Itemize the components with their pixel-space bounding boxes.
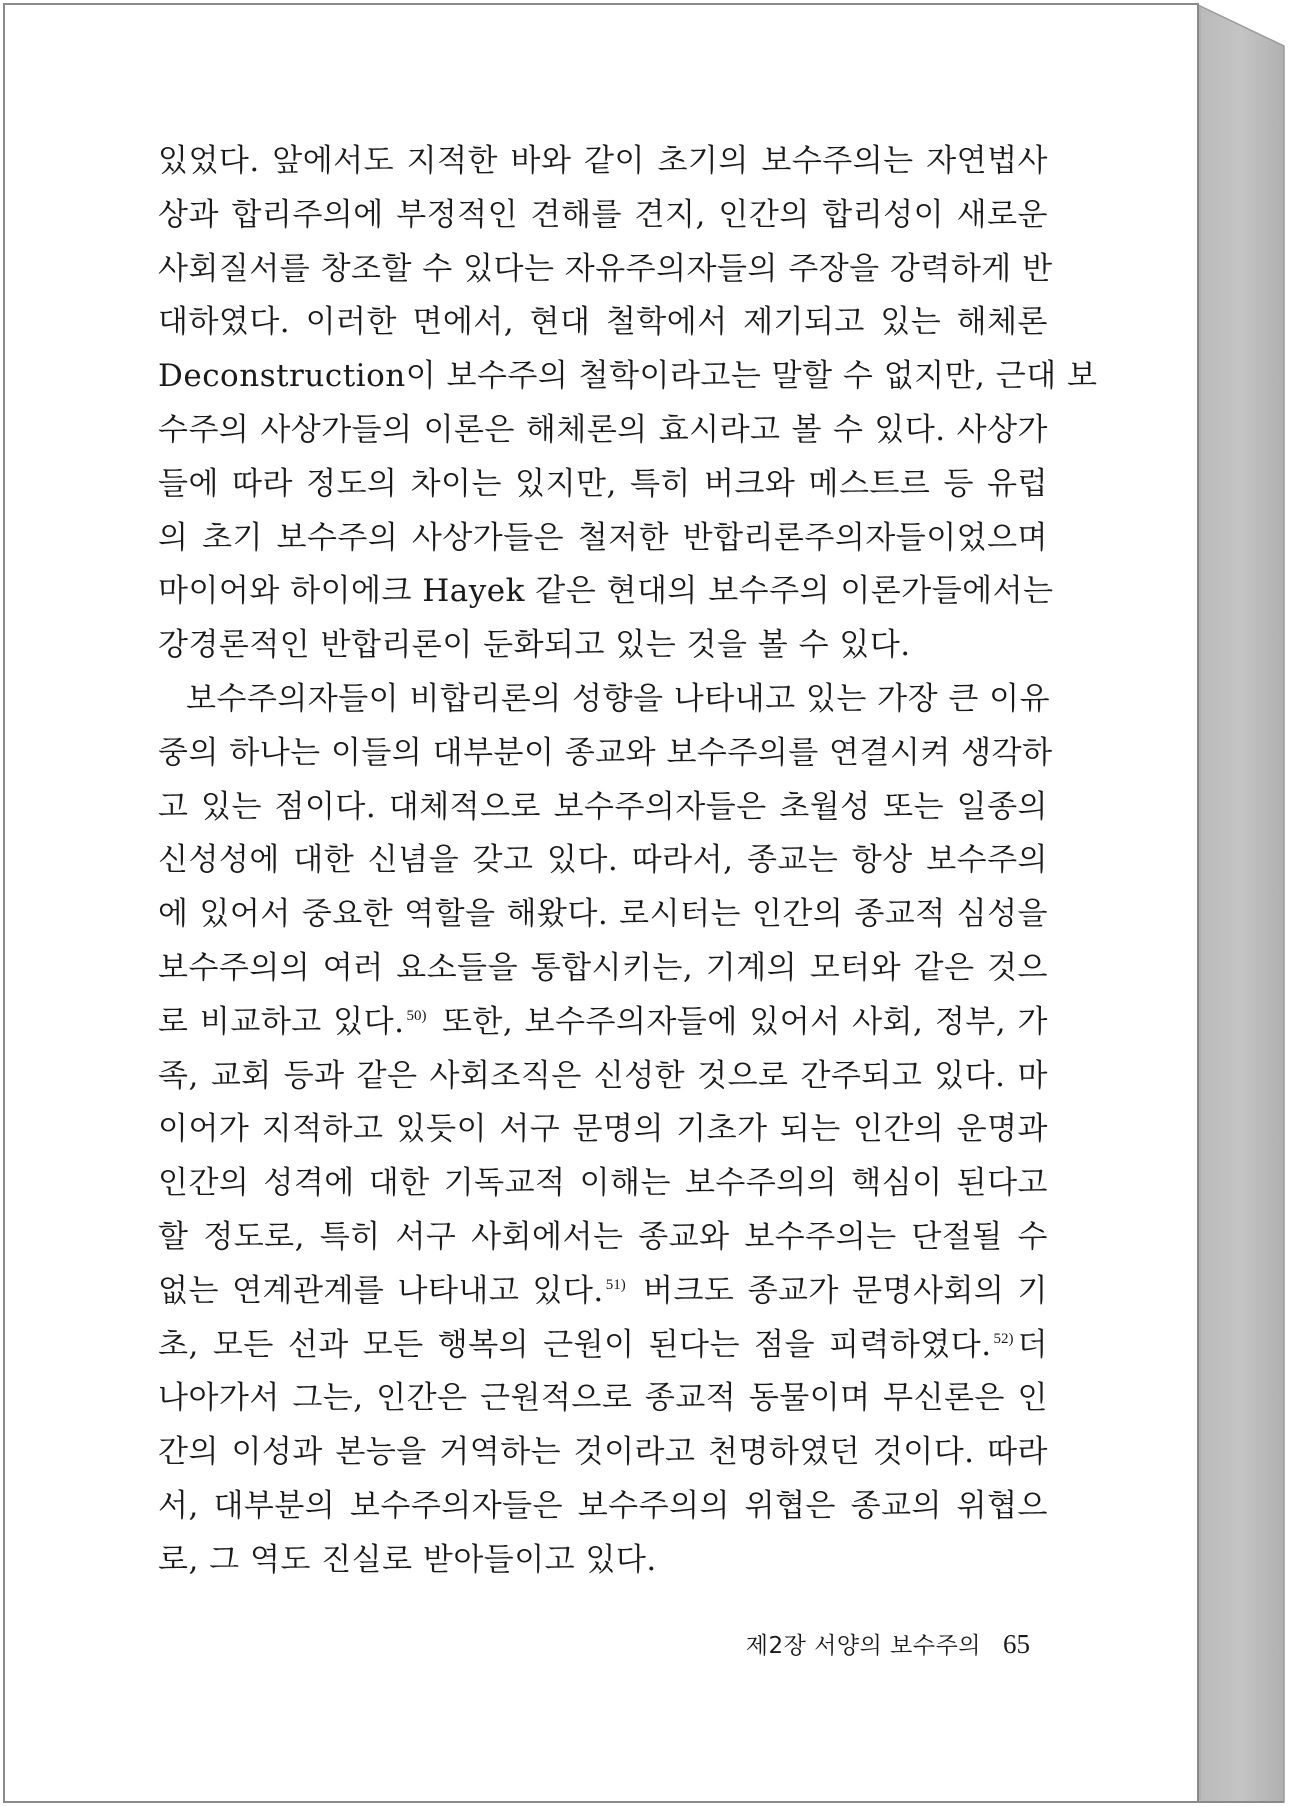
chapter-title: 제2장 서양의 보수주의 [745, 1633, 981, 1659]
line-text: 초, 모든 선과 모든 행복의 근원이 된다는 점을 피력하였다. [158, 1326, 992, 1363]
paragraph-2 [158, 673, 1053, 1588]
text-line: 로, 그 역도 진실로 받아들이고 있다. [158, 1541, 657, 1578]
text-line-with-footnote [158, 1319, 1048, 1373]
text-line: 족, 교회 등과 같은 사회조직은 신성한 것으로 간주되고 있다. 마 [158, 1057, 1048, 1094]
text-line: 고 있는 점이다. 대체적으로 보수주의자들은 초월성 또는 일종의 [158, 788, 1048, 825]
page-body [158, 135, 1098, 1588]
text-line-with-footnote [158, 996, 1048, 1050]
text-line-with-footnote [158, 1265, 1048, 1319]
text-line: 이어가 지적하고 있듯이 서구 문명의 기초가 되는 인간의 운명과 [158, 1111, 1048, 1148]
text-line: 대하였다. 이러한 면에서, 현대 철학에서 제기되고 있는 해체론 [158, 304, 1048, 341]
line-text: 더 [1017, 1326, 1048, 1363]
text-line: 간의 이성과 본능을 거역하는 것이라고 천명하였던 것이다. 따라 [158, 1434, 1048, 1471]
line-text: 없는 연계관계를 나타내고 있다. [158, 1272, 604, 1309]
footnote-marker-50: 50) [406, 1008, 427, 1025]
text-line: 인간의 성격에 대한 기독교적 이해는 보수주의의 핵심이 된다고 [158, 1165, 1048, 1202]
text-line: 있었다. 앞에서도 지적한 바와 같이 초기의 보수주의는 자연법사 [158, 143, 1048, 179]
book-side-edge [1196, 4, 1284, 1802]
text-line: 사회질서를 창조할 수 있다는 자유주의자들의 주장을 강력하게 반 [158, 250, 1053, 287]
text-line: 마이어와 하이에크 Hayek 같은 현대의 보수주의 이론가들에서는 [158, 573, 1054, 610]
text-line: 서, 대부분의 보수주의자들은 보수주의의 위협은 종교의 위협으 [158, 1487, 1048, 1524]
footnote-marker-51: 51) [605, 1277, 626, 1294]
text-line: 의 초기 보수주의 사상가들은 철저한 반합리론주의자들이었으며 [158, 519, 1048, 556]
page-number: 65 [1003, 1629, 1030, 1659]
text-line: 중의 하나는 이들의 대부분이 종교와 보수주의를 연결시켜 생각하 [158, 734, 1053, 771]
text-line: 신성성에 대한 신념을 갖고 있다. 따라서, 종교는 항상 보수주의 [158, 842, 1048, 879]
text-line: 보수주의자들이 비합리론의 성향을 나타내고 있는 가장 큰 이유 [186, 680, 1051, 717]
text-line: 강경론적인 반합리론이 둔화되고 있는 것을 볼 수 있다. [158, 627, 911, 664]
text-line: 나아가서 그는, 인간은 근원적으로 종교적 동물이며 무신론은 인 [158, 1380, 1048, 1417]
text-line: Deconstruction이 보수주의 철학이라고는 말할 수 없지만, 근대 보 [158, 358, 1098, 395]
text-line: 할 정도로, 특히 서구 사회에서는 종교와 보수주의는 단절될 수 [158, 1218, 1048, 1255]
running-footer [700, 1627, 1030, 1667]
text-line: 수주의 사상가들의 이론은 해체론의 효시라고 볼 수 있다. 사상가 [158, 411, 1048, 448]
paragraph-1 [158, 135, 1098, 673]
text-line: 들에 따라 정도의 차이는 있지만, 특히 버크와 메스트르 등 유럽 [158, 465, 1048, 502]
footnote-marker-52: 52) [993, 1331, 1014, 1348]
line-text: 버크도 종교가 문명사회의 기 [643, 1272, 1048, 1309]
text-line: 보수주의의 여러 요소들을 통합시키는, 기계의 모터와 같은 것으 [158, 949, 1048, 986]
line-text: 또한, 보수주의자들에 있어서 사회, 정부, 가 [441, 1003, 1048, 1040]
text-line: 에 있어서 중요한 역할을 해왔다. 로시터는 인간의 종교적 심성을 [158, 896, 1048, 933]
text-line: 상과 합리주의에 부정적인 견해를 견지, 인간의 합리성이 새로운 [158, 196, 1048, 233]
line-text: 로 비교하고 있다. [158, 1003, 405, 1040]
